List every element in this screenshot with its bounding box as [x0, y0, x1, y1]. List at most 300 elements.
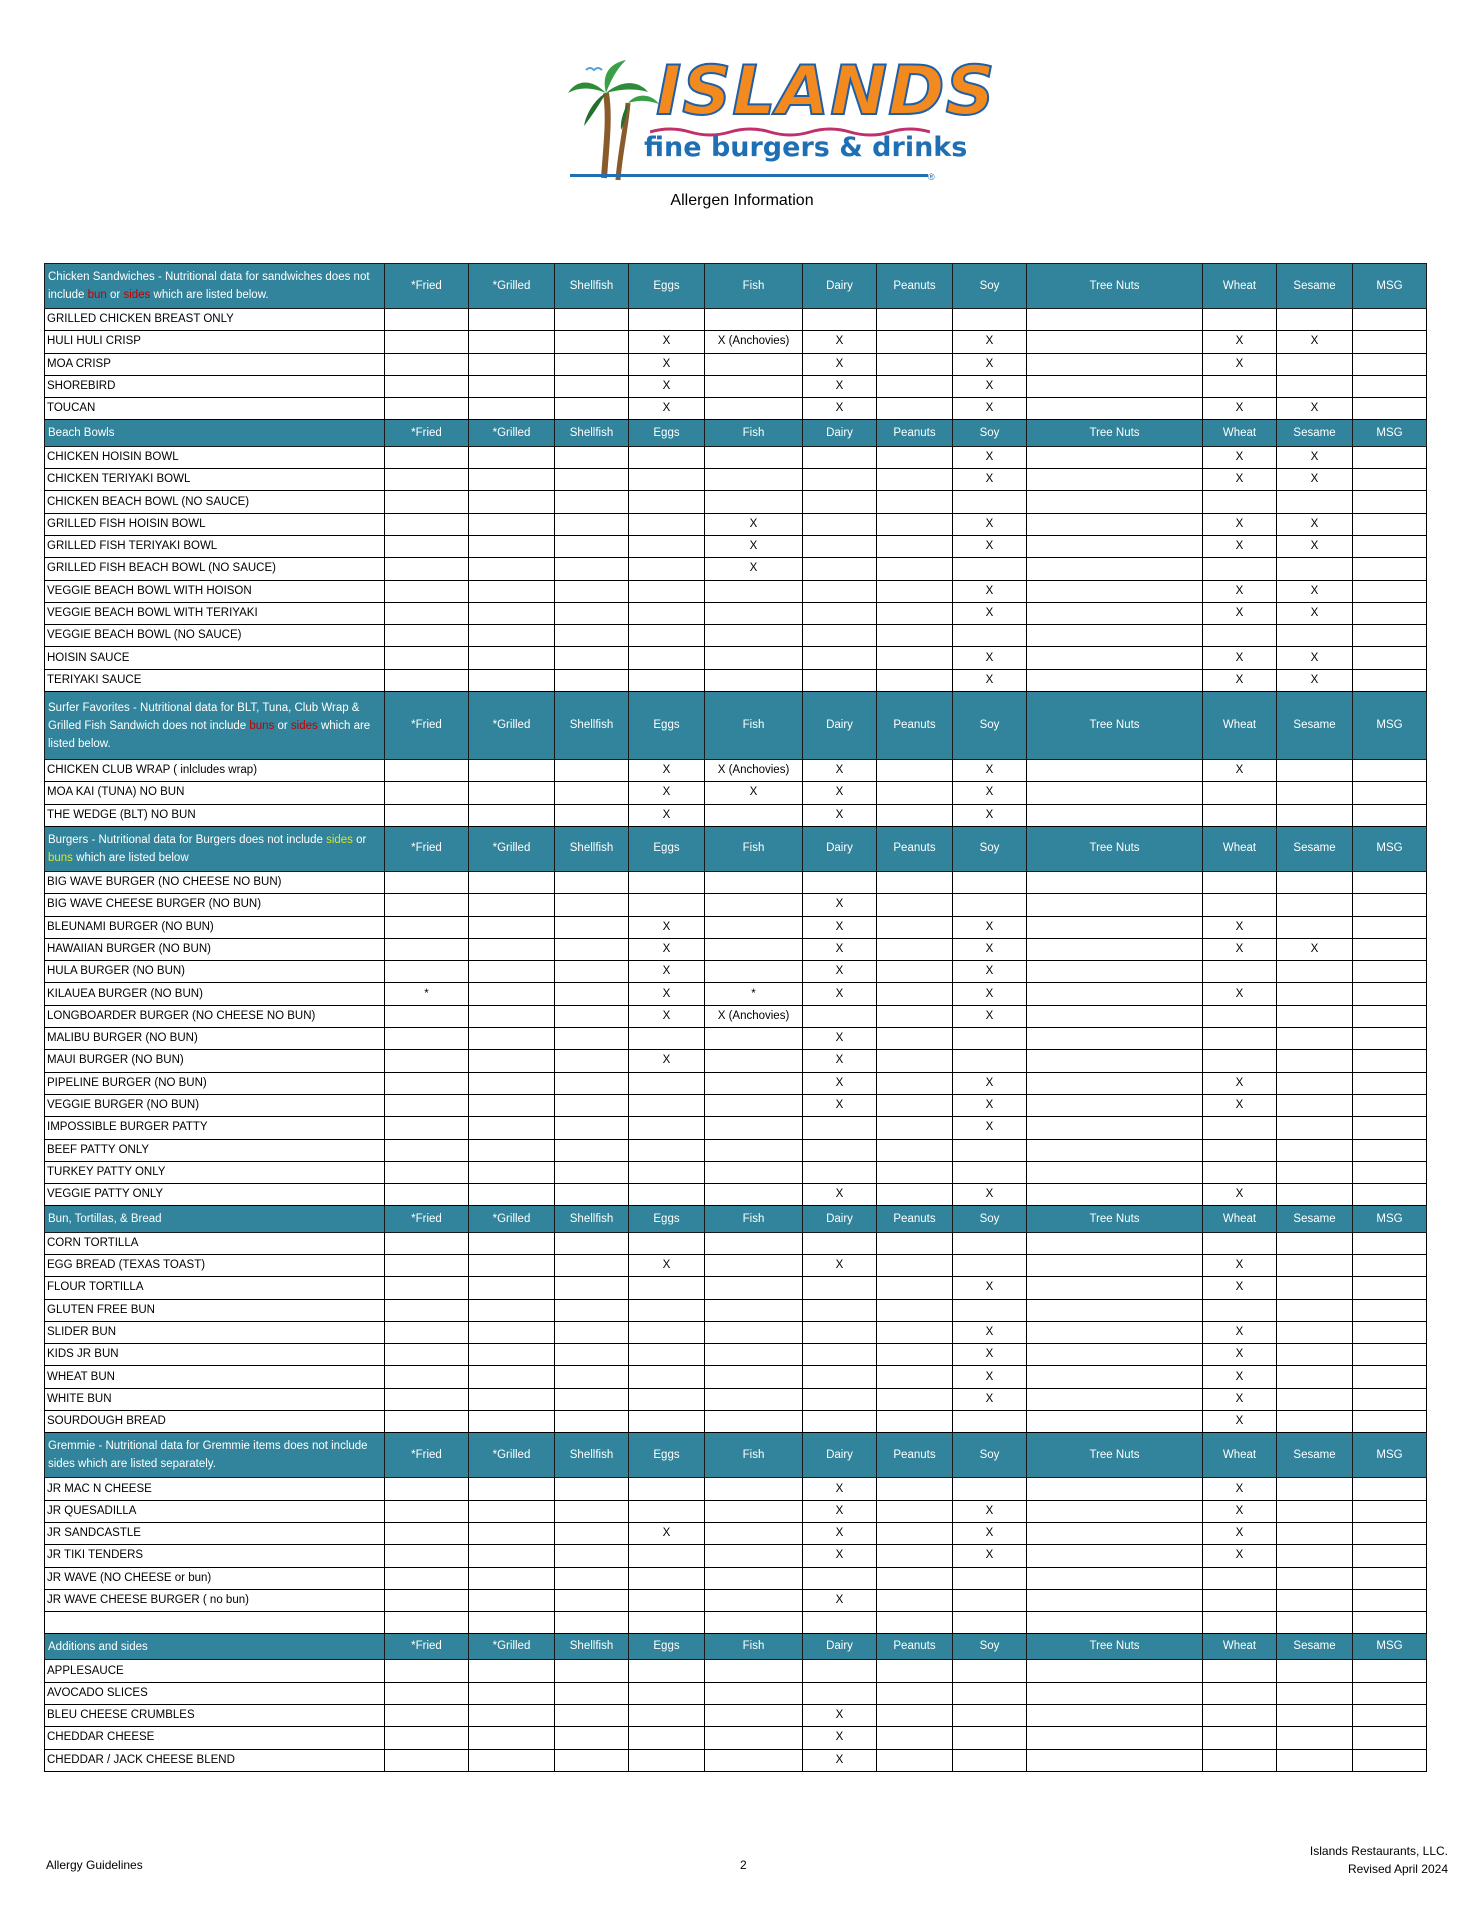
allergen-cell: *	[705, 983, 803, 1005]
allergen-cell	[385, 1388, 469, 1410]
item-name: BLEU CHEESE CRUMBLES	[45, 1705, 385, 1727]
allergen-cell	[803, 1299, 877, 1321]
column-header: *Grilled	[469, 1206, 555, 1232]
allergen-cell	[555, 983, 629, 1005]
allergen-cell	[1277, 1749, 1353, 1771]
column-header: Eggs	[629, 1206, 705, 1232]
table-row	[45, 1254, 1427, 1276]
column-header: Peanuts	[877, 1206, 953, 1232]
allergen-cell	[877, 1705, 953, 1727]
allergen-cell	[1027, 398, 1203, 420]
allergen-cell	[385, 961, 469, 983]
allergen-cell	[629, 1545, 705, 1567]
allergen-cell: X (Anchovies)	[705, 1005, 803, 1027]
allergen-cell	[1277, 375, 1353, 397]
table-row	[45, 1072, 1427, 1094]
allergen-cell	[385, 1682, 469, 1704]
table-row	[45, 1299, 1427, 1321]
allergen-cell: X	[803, 804, 877, 826]
allergen-cell	[877, 1411, 953, 1433]
item-name: HAWAIIAN BURGER (NO BUN)	[45, 938, 385, 960]
allergen-cell	[705, 1749, 803, 1771]
allergen-cell	[385, 1139, 469, 1161]
allergen-cell	[1353, 1299, 1427, 1321]
allergen-cell	[469, 1277, 555, 1299]
allergen-cell: X	[953, 1072, 1027, 1094]
allergen-cell	[1277, 1500, 1353, 1522]
allergen-cell	[469, 1028, 555, 1050]
allergen-cell	[1353, 894, 1427, 916]
allergen-cell	[555, 804, 629, 826]
allergen-cell	[1027, 1682, 1203, 1704]
column-header: Eggs	[629, 1433, 705, 1478]
allergen-cell	[705, 1478, 803, 1500]
allergen-cell: X	[629, 782, 705, 804]
table-row	[45, 1184, 1427, 1206]
column-header: Fish	[705, 1433, 803, 1478]
allergen-cell: X	[1203, 1478, 1277, 1500]
allergen-cell	[469, 398, 555, 420]
item-name: JR SANDCASTLE	[45, 1522, 385, 1544]
allergen-cell: X	[1277, 513, 1353, 535]
allergen-cell: X	[629, 1254, 705, 1276]
allergen-cell	[1027, 580, 1203, 602]
allergen-cell	[385, 1366, 469, 1388]
item-name: GLUTEN FREE BUN	[45, 1299, 385, 1321]
item-name: JR WAVE CHEESE BURGER ( no bun)	[45, 1589, 385, 1611]
allergen-cell	[555, 1366, 629, 1388]
allergen-cell	[877, 1005, 953, 1027]
column-header: *Fried	[385, 826, 469, 871]
allergen-cell	[1277, 1232, 1353, 1254]
allergen-cell	[1027, 894, 1203, 916]
allergen-cell	[1027, 1139, 1203, 1161]
allergen-cell	[1277, 1254, 1353, 1276]
allergen-cell	[1277, 1682, 1353, 1704]
allergen-cell: X	[953, 916, 1027, 938]
allergen-cell	[803, 491, 877, 513]
column-header: Sesame	[1277, 420, 1353, 446]
allergen-cell	[877, 446, 953, 468]
column-header: Wheat	[1203, 1433, 1277, 1478]
allergen-cell	[555, 602, 629, 624]
allergen-cell: X	[1277, 446, 1353, 468]
allergen-cell	[705, 1500, 803, 1522]
allergen-cell	[877, 1117, 953, 1139]
table-row	[45, 1028, 1427, 1050]
allergen-cell: X (Anchovies)	[705, 331, 803, 353]
table-row	[45, 961, 1427, 983]
allergen-cell	[705, 1184, 803, 1206]
column-header: Soy	[953, 1206, 1027, 1232]
allergen-cell	[1027, 1545, 1203, 1567]
allergen-cell	[705, 1366, 803, 1388]
allergen-cell	[1353, 469, 1427, 491]
item-name: CHICKEN CLUB WRAP ( inlcludes wrap)	[45, 760, 385, 782]
allergen-cell	[385, 331, 469, 353]
allergen-cell	[1027, 353, 1203, 375]
section-title	[45, 826, 385, 871]
item-name: CHICKEN TERIYAKI BOWL	[45, 469, 385, 491]
allergen-cell	[385, 916, 469, 938]
allergen-cell	[705, 1660, 803, 1682]
allergen-cell	[705, 1028, 803, 1050]
allergen-cell	[705, 938, 803, 960]
allergen-cell: X (Anchovies)	[705, 760, 803, 782]
allergen-cell	[1353, 353, 1427, 375]
allergen-cell	[385, 398, 469, 420]
allergen-cell	[1027, 1567, 1203, 1589]
allergen-cell: X	[1277, 331, 1353, 353]
allergen-cell	[1277, 1411, 1353, 1433]
allergen-cell	[1027, 647, 1203, 669]
allergen-cell	[555, 961, 629, 983]
document-title: Allergen Information	[670, 192, 814, 209]
allergen-cell	[877, 1277, 953, 1299]
allergen-cell	[877, 469, 953, 491]
allergen-cell	[629, 1344, 705, 1366]
item-name: JR MAC N CHEESE	[45, 1478, 385, 1500]
allergen-cell	[1027, 491, 1203, 513]
allergen-cell	[877, 580, 953, 602]
column-header: Fish	[705, 692, 803, 760]
allergen-cell	[555, 647, 629, 669]
allergen-cell: X	[953, 938, 1027, 960]
section-title-part: sides	[123, 289, 151, 301]
allergen-cell: X	[803, 1500, 877, 1522]
allergen-cell	[629, 1705, 705, 1727]
item-name: SHOREBIRD	[45, 375, 385, 397]
allergen-cell	[1027, 309, 1203, 331]
column-header: Tree Nuts	[1027, 692, 1203, 760]
allergen-cell	[1203, 782, 1277, 804]
allergen-cell	[629, 871, 705, 893]
item-name: JR TIKI TENDERS	[45, 1545, 385, 1567]
allergen-cell	[555, 491, 629, 513]
allergen-cell	[705, 1161, 803, 1183]
allergen-cell	[469, 309, 555, 331]
table-row	[45, 938, 1427, 960]
allergen-cell	[1353, 1050, 1427, 1072]
allergen-cell	[705, 1139, 803, 1161]
allergen-cell	[877, 1321, 953, 1343]
item-name: GRILLED FISH TERIYAKI BOWL	[45, 535, 385, 557]
allergen-cell	[629, 309, 705, 331]
table-row	[45, 1232, 1427, 1254]
allergen-cell	[877, 1344, 953, 1366]
allergen-cell	[705, 871, 803, 893]
column-header: Peanuts	[877, 1634, 953, 1660]
allergen-cell: X	[953, 760, 1027, 782]
allergen-cell	[953, 1705, 1027, 1727]
allergen-cell	[953, 491, 1027, 513]
column-header: Eggs	[629, 1634, 705, 1660]
table-row	[45, 916, 1427, 938]
column-header: Sesame	[1277, 1433, 1353, 1478]
allergen-cell	[1203, 1028, 1277, 1050]
allergen-cell	[1027, 558, 1203, 580]
allergen-cell	[469, 1344, 555, 1366]
allergen-cell	[469, 1388, 555, 1410]
allergen-cell	[803, 1161, 877, 1183]
revision-date: Revised April 2024	[1347, 1862, 1448, 1876]
allergen-cell: X	[953, 398, 1027, 420]
allergen-cell	[629, 1321, 705, 1343]
palm-tree-icon	[566, 58, 661, 183]
table-row	[45, 1478, 1427, 1500]
allergen-cell	[1027, 1589, 1203, 1611]
allergen-cell: X	[953, 1117, 1027, 1139]
allergen-cell	[385, 1344, 469, 1366]
allergen-cell: X	[953, 961, 1027, 983]
column-header: Peanuts	[877, 1433, 953, 1478]
logo-wordmark: ISLANDS	[656, 52, 996, 131]
column-header: Dairy	[803, 1206, 877, 1232]
allergen-cell	[1277, 1522, 1353, 1544]
allergen-cell	[555, 1411, 629, 1433]
allergen-cell	[1353, 580, 1427, 602]
allergen-cell	[1353, 1232, 1427, 1254]
allergen-cell	[803, 1321, 877, 1343]
allergen-cell: X	[629, 938, 705, 960]
islands-logo	[566, 50, 996, 190]
allergen-cell	[629, 1500, 705, 1522]
allergen-cell	[803, 446, 877, 468]
allergen-cell	[1277, 1366, 1353, 1388]
allergen-cell	[629, 1277, 705, 1299]
allergen-cell	[385, 1567, 469, 1589]
page-number: 2	[740, 1858, 747, 1872]
allergen-cell	[1277, 1184, 1353, 1206]
section-title-part: Chicken Sandwiches - Nutritional data for sandwiches does not include	[48, 271, 370, 301]
allergen-cell	[877, 1388, 953, 1410]
allergen-cell	[803, 1660, 877, 1682]
allergen-cell	[1203, 1299, 1277, 1321]
allergen-cell	[803, 469, 877, 491]
allergen-cell	[877, 1254, 953, 1276]
allergen-cell	[1203, 1117, 1277, 1139]
empty-cell	[555, 1612, 629, 1634]
column-header: MSG	[1353, 1634, 1427, 1660]
allergen-cell	[1027, 602, 1203, 624]
allergen-cell: X	[629, 398, 705, 420]
empty-cell	[45, 1612, 385, 1634]
allergen-cell	[555, 1344, 629, 1366]
allergen-cell	[629, 1028, 705, 1050]
allergen-cell	[629, 1388, 705, 1410]
allergen-cell	[469, 1589, 555, 1611]
allergen-cell	[1353, 1727, 1427, 1749]
allergen-cell: X	[1203, 1545, 1277, 1567]
allergen-cell	[705, 1344, 803, 1366]
allergen-cell	[385, 1005, 469, 1027]
allergen-cell	[1027, 1749, 1203, 1771]
table-row	[45, 782, 1427, 804]
empty-cell	[1027, 1612, 1203, 1634]
item-name: GRILLED FISH HOISIN BOWL	[45, 513, 385, 535]
allergen-cell: X	[1277, 469, 1353, 491]
allergen-cell	[1277, 1139, 1353, 1161]
allergen-cell	[1353, 535, 1427, 557]
allergen-cell	[469, 535, 555, 557]
item-name: CHICKEN HOISIN BOWL	[45, 446, 385, 468]
allergen-cell	[953, 1567, 1027, 1589]
section-title: Bun, Tortillas, & Bread	[45, 1206, 385, 1232]
item-name: EGG BREAD (TEXAS TOAST)	[45, 1254, 385, 1276]
allergen-cell	[877, 916, 953, 938]
allergen-cell: X	[1203, 602, 1277, 624]
item-name: VEGGIE BEACH BOWL WITH HOISON	[45, 580, 385, 602]
allergen-cell	[953, 309, 1027, 331]
allergen-cell	[469, 1411, 555, 1433]
allergen-cell: X	[953, 804, 1027, 826]
allergen-cell	[1277, 558, 1353, 580]
table-row	[45, 331, 1427, 353]
empty-cell	[1203, 1612, 1277, 1634]
allergen-cell	[953, 1050, 1027, 1072]
allergen-cell	[705, 1567, 803, 1589]
allergen-cell: X	[803, 1749, 877, 1771]
allergen-cell	[469, 1232, 555, 1254]
allergen-cell: X	[1203, 469, 1277, 491]
allergen-cell: X	[1277, 647, 1353, 669]
allergen-cell	[469, 1005, 555, 1027]
section-title-part: buns	[249, 719, 275, 732]
column-header: Dairy	[803, 692, 877, 760]
allergen-cell: X	[1203, 1388, 1277, 1410]
allergen-cell	[1027, 1277, 1203, 1299]
allergen-cell	[629, 491, 705, 513]
allergen-cell	[555, 1727, 629, 1749]
allergen-cell	[1353, 782, 1427, 804]
allergen-cell	[953, 1139, 1027, 1161]
allergen-cell	[953, 1299, 1027, 1321]
allergen-cell	[1203, 1005, 1277, 1027]
allergen-cell	[953, 1727, 1027, 1749]
allergen-cell: X	[953, 1094, 1027, 1116]
column-header: Sesame	[1277, 1634, 1353, 1660]
allergen-cell: X	[1203, 1254, 1277, 1276]
allergen-cell	[555, 1254, 629, 1276]
allergen-cell	[555, 1232, 629, 1254]
column-header: Soy	[953, 1433, 1027, 1478]
allergen-cell	[877, 647, 953, 669]
allergen-cell	[803, 1366, 877, 1388]
allergen-cell	[877, 1478, 953, 1500]
allergen-cell	[555, 1028, 629, 1050]
column-header: *Grilled	[469, 1634, 555, 1660]
allergen-cell	[469, 1478, 555, 1500]
allergen-cell	[555, 1184, 629, 1206]
column-header: Fish	[705, 826, 803, 871]
allergen-cell	[629, 894, 705, 916]
allergen-cell	[877, 602, 953, 624]
allergen-cell	[469, 961, 555, 983]
column-header: *Grilled	[469, 264, 555, 309]
allergen-cell	[1277, 309, 1353, 331]
allergen-cell	[705, 1589, 803, 1611]
allergen-cell	[1027, 1522, 1203, 1544]
allergen-cell	[877, 1749, 953, 1771]
table-row	[45, 398, 1427, 420]
allergen-cell	[705, 916, 803, 938]
allergen-cell	[877, 1366, 953, 1388]
allergen-cell	[1353, 871, 1427, 893]
item-name: VEGGIE BURGER (NO BUN)	[45, 1094, 385, 1116]
allergen-cell: X	[953, 1277, 1027, 1299]
allergen-cell: X	[1277, 580, 1353, 602]
allergen-cell: X	[1203, 513, 1277, 535]
allergen-cell	[1027, 446, 1203, 468]
allergen-cell	[385, 1749, 469, 1771]
allergen-cell	[705, 446, 803, 468]
allergen-cell: X	[803, 894, 877, 916]
allergen-cell: X	[1203, 1522, 1277, 1544]
allergen-cell	[1277, 1344, 1353, 1366]
section-title-part: buns	[48, 851, 73, 864]
allergen-cell: X	[1277, 669, 1353, 691]
column-header: Dairy	[803, 264, 877, 309]
allergen-cell	[705, 1050, 803, 1072]
allergen-cell	[629, 1299, 705, 1321]
allergen-cell	[385, 782, 469, 804]
allergen-cell	[555, 1478, 629, 1500]
column-header: *Fried	[385, 692, 469, 760]
allergen-cell	[877, 782, 953, 804]
allergen-cell	[469, 580, 555, 602]
allergen-cell	[705, 1117, 803, 1139]
item-name: BIG WAVE CHEESE BURGER (NO BUN)	[45, 894, 385, 916]
allergen-cell	[1353, 1567, 1427, 1589]
allergen-cell	[555, 871, 629, 893]
allergen-cell	[469, 1072, 555, 1094]
allergen-cell	[803, 1344, 877, 1366]
allergen-cell	[555, 398, 629, 420]
allergen-cell	[877, 535, 953, 557]
table-row	[45, 1344, 1427, 1366]
allergen-cell	[469, 1299, 555, 1321]
table-row	[45, 535, 1427, 557]
allergen-cell	[1277, 1388, 1353, 1410]
logo-underline	[570, 174, 928, 177]
allergen-cell	[1277, 804, 1353, 826]
allergen-cell	[555, 1072, 629, 1094]
allergen-cell	[555, 469, 629, 491]
allergen-cell	[385, 625, 469, 647]
allergen-cell	[1353, 1117, 1427, 1139]
allergen-cell	[1277, 491, 1353, 513]
allergen-cell	[555, 535, 629, 557]
item-name: BIG WAVE BURGER (NO CHEESE NO BUN)	[45, 871, 385, 893]
allergen-cell	[1027, 1094, 1203, 1116]
empty-cell	[1353, 1612, 1427, 1634]
allergen-cell: X	[803, 782, 877, 804]
allergen-cell	[385, 1117, 469, 1139]
allergen-cell: X	[1203, 535, 1277, 557]
table-row	[45, 1682, 1427, 1704]
allergen-cell: X	[803, 1184, 877, 1206]
item-name: BEEF PATTY ONLY	[45, 1139, 385, 1161]
allergen-cell	[555, 309, 629, 331]
allergen-cell	[705, 353, 803, 375]
allergen-cell	[1027, 1299, 1203, 1321]
allergen-cell	[555, 1660, 629, 1682]
allergen-cell	[705, 961, 803, 983]
allergen-cell	[555, 1005, 629, 1027]
empty-cell	[385, 1612, 469, 1634]
allergen-cell	[705, 1299, 803, 1321]
allergen-cell	[1027, 513, 1203, 535]
